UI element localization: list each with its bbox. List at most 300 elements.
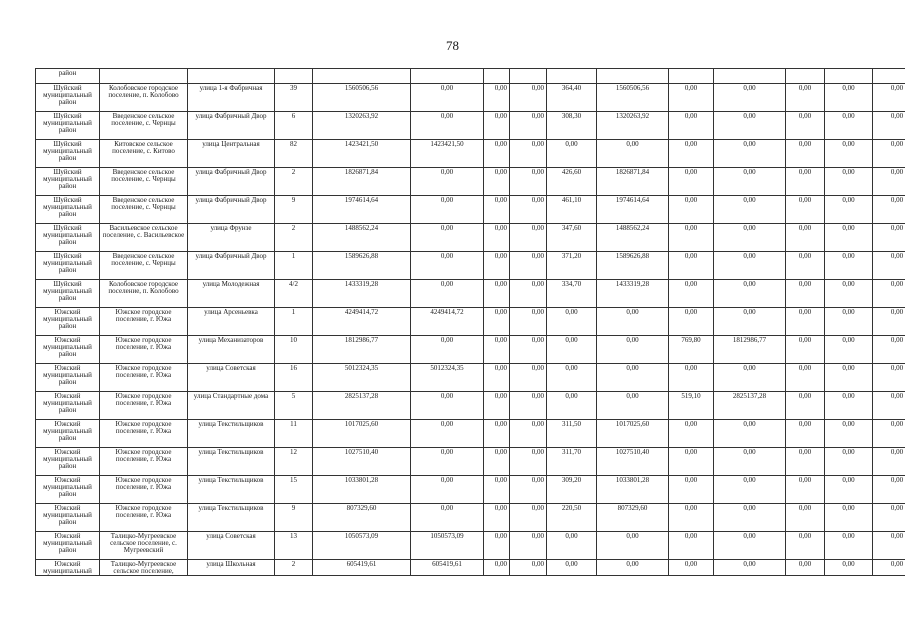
cell-house-number: 39 [275,84,313,112]
cell-area-col-11: 0,00 [669,364,714,392]
cell-settlement: Введенское сельское поселение, с. Чернцы [100,112,188,140]
cell-cost-col-12 [714,69,786,84]
cell-value-col-15: 0,00 [873,364,905,392]
cell-cost-col-6: 1423421,50 [411,140,484,168]
cell-value-col-13: 0,00 [786,364,825,392]
cell-value-col-13: 0,00 [786,84,825,112]
cell-value-col-14: 0,00 [825,308,873,336]
cell-settlement: Южское городское поселение, г. Южа [100,448,188,476]
cell-cost-col-7: 0,00 [484,336,510,364]
cell-value-col-15: 0,00 [873,140,905,168]
cell-area-col-11: 0,00 [669,504,714,532]
cell-area-col-9: 220,50 [547,504,597,532]
cell-settlement: Южское городское поселение, г. Южа [100,336,188,364]
table-row [36,168,905,196]
cell-value-col-14: 0,00 [825,364,873,392]
cell-total-cost: 1017025,60 [313,420,411,448]
cell-value-col-13: 0,00 [786,140,825,168]
cell-area-col-9: 347,60 [547,224,597,252]
cell-total-cost: 2825137,28 [313,392,411,420]
cell-cost-col-12: 0,00 [714,532,786,560]
cell-value-col-15: 0,00 [873,532,905,560]
table-row [36,336,905,364]
cell-cost-col-10: 1488562,24 [597,224,669,252]
cell-area-col-9: 0,00 [547,532,597,560]
cell-street: улица Школьная [188,560,275,576]
cell-cost-col-8: 0,00 [510,336,547,364]
cell-district: Южский муниципальный район [36,336,100,364]
cell-cost-col-10: 1589626,88 [597,252,669,280]
cell-value-col-13: 0,00 [786,336,825,364]
cell-cost-col-6: 0,00 [411,336,484,364]
cell-house-number: 13 [275,532,313,560]
table-row [36,420,905,448]
cell-cost-col-12: 0,00 [714,476,786,504]
cell-area-col-11: 0,00 [669,252,714,280]
cell-area-col-9: 308,30 [547,112,597,140]
table-row [36,308,905,336]
cell-cost-col-6: 0,00 [411,112,484,140]
cell-street: улица Стандартные дома [188,392,275,420]
cell-cost-col-8: 0,00 [510,140,547,168]
cell-house-number [275,69,313,84]
cell-cost-col-10: 0,00 [597,336,669,364]
cell-cost-col-10: 1027510,40 [597,448,669,476]
cell-street: улица Арсеньевка [188,308,275,336]
cell-total-cost: 1033801,28 [313,476,411,504]
table-row [36,532,905,560]
cell-cost-col-12: 0,00 [714,196,786,224]
cell-total-cost: 1488562,24 [313,224,411,252]
cell-total-cost: 1974614,64 [313,196,411,224]
cell-street: улица Текстильщиков [188,420,275,448]
cell-street: улица Молодежная [188,280,275,308]
cell-district: Южский муниципальный [36,560,100,576]
cell-street: улица 1-я Фабричная [188,84,275,112]
cell-value-col-13: 0,00 [786,532,825,560]
cell-area-col-9: 0,00 [547,336,597,364]
cell-cost-col-10: 0,00 [597,308,669,336]
table-row [36,252,905,280]
table-row [36,560,905,576]
cell-total-cost: 1027510,40 [313,448,411,476]
cell-house-number: 2 [275,168,313,196]
cell-cost-col-8: 0,00 [510,224,547,252]
cell-cost-col-12: 0,00 [714,112,786,140]
cell-value-col-15: 0,00 [873,308,905,336]
cell-settlement: Южское городское поселение, г. Южа [100,504,188,532]
cell-cost-col-10: 0,00 [597,392,669,420]
cell-cost-col-6: 0,00 [411,224,484,252]
cell-street: улица Советская [188,532,275,560]
cell-area-col-11: 0,00 [669,280,714,308]
cell-cost-col-7: 0,00 [484,252,510,280]
cell-value-col-14: 0,00 [825,168,873,196]
cell-value-col-15: 0,00 [873,280,905,308]
cell-value-col-15: 0,00 [873,84,905,112]
cell-district: Шуйский муниципальный район [36,252,100,280]
cell-cost-col-12: 0,00 [714,364,786,392]
cell-area-col-11: 0,00 [669,476,714,504]
cell-settlement [100,69,188,84]
cell-value-col-15: 0,00 [873,252,905,280]
cell-value-col-15: 0,00 [873,168,905,196]
cell-street [188,69,275,84]
cell-cost-col-6: 0,00 [411,168,484,196]
cell-value-col-14: 0,00 [825,476,873,504]
table-row [36,84,905,112]
cell-value-col-14: 0,00 [825,532,873,560]
cell-settlement: Южское городское поселение, г. Южа [100,308,188,336]
cell-house-number: 6 [275,112,313,140]
cell-value-col-13: 0,00 [786,504,825,532]
table-row [36,364,905,392]
table-row [36,196,905,224]
cell-cost-col-7 [484,69,510,84]
cell-area-col-11: 0,00 [669,224,714,252]
cell-area-col-9: 371,20 [547,252,597,280]
cell-value-col-13: 0,00 [786,560,825,576]
cell-cost-col-10: 0,00 [597,532,669,560]
cell-district: Южский муниципальный район [36,308,100,336]
table-row [36,112,905,140]
cell-value-col-14: 0,00 [825,336,873,364]
cell-settlement: Южское городское поселение, г. Южа [100,476,188,504]
cell-cost-col-8: 0,00 [510,476,547,504]
cell-district: Шуйский муниципальный район [36,196,100,224]
cell-cost-col-12: 0,00 [714,84,786,112]
cell-cost-col-8: 0,00 [510,504,547,532]
cell-cost-col-8: 0,00 [510,392,547,420]
cell-cost-col-6: 605419,61 [411,560,484,576]
cell-total-cost: 1826871,84 [313,168,411,196]
cell-district: Южский муниципальный район [36,532,100,560]
cell-area-col-11: 0,00 [669,532,714,560]
cell-cost-col-6: 0,00 [411,504,484,532]
cell-district: район [36,69,100,84]
cell-cost-col-6: 1050573,09 [411,532,484,560]
cell-house-number: 5 [275,392,313,420]
cell-value-col-13: 0,00 [786,224,825,252]
cell-cost-col-8 [510,69,547,84]
cell-value-col-13: 0,00 [786,168,825,196]
cell-cost-col-7: 0,00 [484,504,510,532]
cell-area-col-9: 0,00 [547,364,597,392]
cell-area-col-9: 0,00 [547,140,597,168]
cell-cost-col-6: 0,00 [411,448,484,476]
cell-house-number: 10 [275,336,313,364]
cell-area-col-11: 0,00 [669,84,714,112]
cell-street: улица Фабричный Двор [188,112,275,140]
cell-value-col-14: 0,00 [825,504,873,532]
cell-cost-col-12: 0,00 [714,252,786,280]
cell-street: улица Фабричный Двор [188,252,275,280]
cell-total-cost: 807329,60 [313,504,411,532]
cell-district: Шуйский муниципальный район [36,280,100,308]
cell-cost-col-6 [411,69,484,84]
cell-value-col-15: 0,00 [873,560,905,576]
cell-cost-col-7: 0,00 [484,532,510,560]
cell-total-cost [313,69,411,84]
cell-cost-col-8: 0,00 [510,252,547,280]
cell-district: Южский муниципальный район [36,504,100,532]
cell-house-number: 2 [275,560,313,576]
cell-area-col-11: 0,00 [669,448,714,476]
cell-total-cost: 1589626,88 [313,252,411,280]
cell-value-col-13: 0,00 [786,196,825,224]
cell-district: Южский муниципальный район [36,364,100,392]
cell-area-col-9: 311,70 [547,448,597,476]
cell-value-col-14 [825,69,873,84]
cell-value-col-15: 0,00 [873,504,905,532]
cell-cost-col-6: 0,00 [411,476,484,504]
cell-cost-col-8: 0,00 [510,420,547,448]
cell-cost-col-8: 0,00 [510,560,547,576]
cell-area-col-9: 334,70 [547,280,597,308]
cell-district: Шуйский муниципальный район [36,84,100,112]
cell-house-number: 16 [275,364,313,392]
cell-district: Южский муниципальный район [36,476,100,504]
table-row [36,504,905,532]
cell-street: улица Фрунзе [188,224,275,252]
cell-settlement: Южское городское поселение, г. Южа [100,364,188,392]
cell-cost-col-8: 0,00 [510,364,547,392]
table-row [36,224,905,252]
cell-house-number: 2 [275,224,313,252]
cell-cost-col-7: 0,00 [484,112,510,140]
cell-district: Шуйский муниципальный район [36,224,100,252]
cell-cost-col-8: 0,00 [510,112,547,140]
cell-total-cost: 1050573,09 [313,532,411,560]
cell-area-col-11: 0,00 [669,112,714,140]
cell-house-number: 4/2 [275,280,313,308]
cell-value-col-13: 0,00 [786,448,825,476]
cell-settlement: Китовское сельское поселение, с. Китово [100,140,188,168]
cell-cost-col-6: 4249414,72 [411,308,484,336]
cell-cost-col-8: 0,00 [510,168,547,196]
cell-cost-col-7: 0,00 [484,308,510,336]
cell-cost-col-10: 807329,60 [597,504,669,532]
cell-value-col-14: 0,00 [825,196,873,224]
cell-district: Шуйский муниципальный район [36,140,100,168]
cell-cost-col-6: 0,00 [411,252,484,280]
cell-area-col-9: 0,00 [547,308,597,336]
cell-total-cost: 4249414,72 [313,308,411,336]
cell-cost-col-6: 0,00 [411,84,484,112]
cell-total-cost: 1560506,56 [313,84,411,112]
cell-house-number: 9 [275,504,313,532]
cell-value-col-15 [873,69,905,84]
cell-value-col-13: 0,00 [786,280,825,308]
table-row [36,140,905,168]
cell-cost-col-10 [597,69,669,84]
cell-area-col-11: 0,00 [669,168,714,196]
cell-cost-col-7: 0,00 [484,84,510,112]
cell-street: улица Текстильщиков [188,448,275,476]
cell-cost-col-10: 1320263,92 [597,112,669,140]
cell-street: улица Механизаторов [188,336,275,364]
cell-value-col-14: 0,00 [825,448,873,476]
cell-house-number: 12 [275,448,313,476]
cell-cost-col-12: 1812986,77 [714,336,786,364]
cell-settlement: Введенское сельское поселение, с. Чернцы [100,196,188,224]
cell-cost-col-12: 0,00 [714,504,786,532]
cell-cost-col-7: 0,00 [484,140,510,168]
cell-value-col-13: 0,00 [786,112,825,140]
cell-total-cost: 1433319,28 [313,280,411,308]
cell-district: Шуйский муниципальный район [36,168,100,196]
cell-cost-col-10: 1017025,60 [597,420,669,448]
cell-cost-col-7: 0,00 [484,280,510,308]
cell-cost-col-8: 0,00 [510,532,547,560]
cell-house-number: 15 [275,476,313,504]
cell-value-col-13: 0,00 [786,392,825,420]
cell-house-number: 82 [275,140,313,168]
cell-street: улица Фабричный Двор [188,196,275,224]
cell-total-cost: 1320263,92 [313,112,411,140]
cell-cost-col-10: 1033801,28 [597,476,669,504]
cell-value-col-14: 0,00 [825,84,873,112]
cell-settlement: Введенское сельское поселение, с. Чернцы [100,252,188,280]
cell-cost-col-7: 0,00 [484,196,510,224]
cell-cost-col-8: 0,00 [510,308,547,336]
cell-settlement: Южское городское поселение, г. Южа [100,420,188,448]
cell-value-col-15: 0,00 [873,392,905,420]
cell-cost-col-8: 0,00 [510,196,547,224]
cell-value-col-15: 0,00 [873,196,905,224]
cell-cost-col-12: 0,00 [714,448,786,476]
cell-settlement: Колобовское городское поселение, п. Колобово [100,280,188,308]
table-row [36,392,905,420]
cell-district: Южский муниципальный район [36,392,100,420]
cell-cost-col-6: 0,00 [411,196,484,224]
page-number: 78 [446,38,459,53]
cell-cost-col-12: 0,00 [714,420,786,448]
cell-cost-col-7: 0,00 [484,448,510,476]
cell-area-col-9: 426,60 [547,168,597,196]
cell-value-col-15: 0,00 [873,224,905,252]
cell-district: Шуйский муниципальный район [36,112,100,140]
cell-street: улица Центральная [188,140,275,168]
cell-house-number: 1 [275,252,313,280]
cell-value-col-13: 0,00 [786,420,825,448]
cell-value-col-13: 0,00 [786,252,825,280]
cell-cost-col-7: 0,00 [484,560,510,576]
cell-area-col-11: 0,00 [669,308,714,336]
cell-settlement: Южское городское поселение, г. Южа [100,392,188,420]
cell-value-col-14: 0,00 [825,420,873,448]
cell-cost-col-12: 2825137,28 [714,392,786,420]
cell-cost-col-12: 0,00 [714,280,786,308]
cell-area-col-11: 769,80 [669,336,714,364]
cell-value-col-14: 0,00 [825,140,873,168]
cell-street: улица Текстильщиков [188,504,275,532]
cell-cost-col-8: 0,00 [510,448,547,476]
table-row [36,448,905,476]
cell-street: улица Текстильщиков [188,476,275,504]
cell-area-col-9: 311,50 [547,420,597,448]
cell-cost-col-10: 1974614,64 [597,196,669,224]
cell-value-col-13: 0,00 [786,476,825,504]
cell-house-number: 1 [275,308,313,336]
cell-area-col-9: 461,10 [547,196,597,224]
cell-settlement: Введенское сельское поселение, с. Чернцы [100,168,188,196]
cell-settlement: Талицко-Мугреевское сельское поселение, [100,560,188,576]
cell-area-col-11: 0,00 [669,560,714,576]
cell-value-col-14: 0,00 [825,392,873,420]
cell-cost-col-6: 5012324,35 [411,364,484,392]
cell-cost-col-12: 0,00 [714,140,786,168]
cell-area-col-11 [669,69,714,84]
cell-cost-col-10: 0,00 [597,364,669,392]
cell-value-col-15: 0,00 [873,336,905,364]
cell-value-col-14: 0,00 [825,280,873,308]
cell-value-col-14: 0,00 [825,560,873,576]
cell-area-col-9: 364,40 [547,84,597,112]
cell-cost-col-7: 0,00 [484,476,510,504]
cell-value-col-15: 0,00 [873,420,905,448]
cell-area-col-9: 309,20 [547,476,597,504]
cell-district: Южский муниципальный район [36,448,100,476]
cell-cost-col-7: 0,00 [484,392,510,420]
cell-cost-col-8: 0,00 [510,84,547,112]
table-row [36,476,905,504]
cell-area-col-11: 0,00 [669,140,714,168]
cell-cost-col-10: 1826871,84 [597,168,669,196]
table-row [36,280,905,308]
cell-value-col-13: 0,00 [786,308,825,336]
cell-area-col-11: 519,10 [669,392,714,420]
cell-value-col-15: 0,00 [873,448,905,476]
cell-area-col-9 [547,69,597,84]
cell-street: улица Советская [188,364,275,392]
cell-value-col-14: 0,00 [825,112,873,140]
table-row [36,69,905,84]
cell-value-col-13 [786,69,825,84]
cell-value-col-15: 0,00 [873,476,905,504]
cell-cost-col-8: 0,00 [510,280,547,308]
cell-area-col-11: 0,00 [669,420,714,448]
cell-cost-col-7: 0,00 [484,224,510,252]
cell-settlement: Васильевское сельское поселение, с. Васильевское [100,224,188,252]
cell-total-cost: 605419,61 [313,560,411,576]
cell-total-cost: 1423421,50 [313,140,411,168]
cell-cost-col-10: 1433319,28 [597,280,669,308]
cell-value-col-15: 0,00 [873,112,905,140]
cell-cost-col-10: 0,00 [597,140,669,168]
cell-cost-col-7: 0,00 [484,364,510,392]
cell-cost-col-7: 0,00 [484,420,510,448]
cell-area-col-9: 0,00 [547,560,597,576]
cell-total-cost: 5012324,35 [313,364,411,392]
cell-cost-col-7: 0,00 [484,168,510,196]
data-table [35,68,905,576]
cell-cost-col-10: 1560506,56 [597,84,669,112]
cell-value-col-14: 0,00 [825,252,873,280]
cell-area-col-9: 0,00 [547,392,597,420]
cell-house-number: 9 [275,196,313,224]
cell-cost-col-6: 0,00 [411,392,484,420]
cell-cost-col-6: 0,00 [411,280,484,308]
cell-cost-col-12: 0,00 [714,224,786,252]
cell-area-col-11: 0,00 [669,196,714,224]
cell-cost-col-12: 0,00 [714,560,786,576]
cell-value-col-14: 0,00 [825,224,873,252]
cell-cost-col-12: 0,00 [714,168,786,196]
cell-total-cost: 1812986,77 [313,336,411,364]
cell-house-number: 11 [275,420,313,448]
cell-settlement: Талицко-Мугреевское сельское поселение, с. Мугреевский [100,532,188,560]
